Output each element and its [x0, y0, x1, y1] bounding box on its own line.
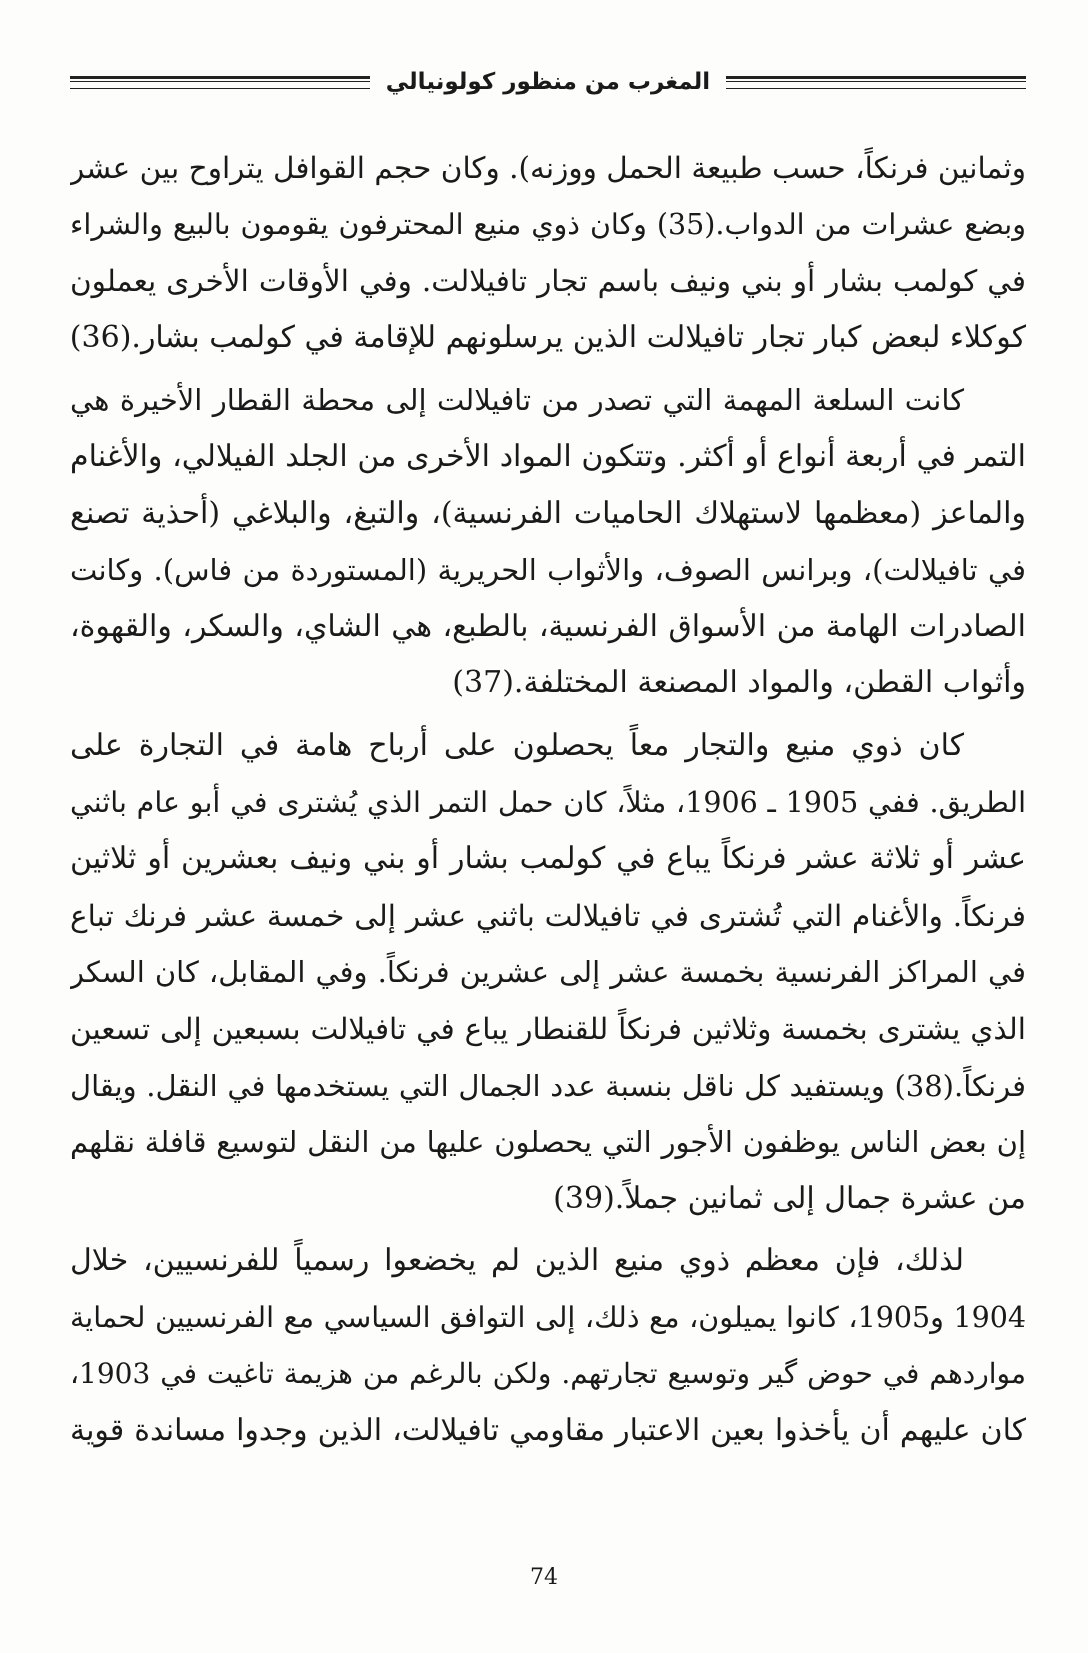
text-line: التمر في أربعة أنواع أو أكثر. وتتكون المواد الأخرى من الجلد الفيلالي، والأغنام	[70, 438, 1026, 474]
text-line: والماعز (معظمها لاستهلاك الحاميات الفرنسية)، والتبغ، والبلاغي (أحذية تصنع	[70, 495, 1026, 531]
text-line: كانت السلعة المهمة التي تصدر من تافيلالت إلى محطة القطار الأخيرة هي	[70, 383, 964, 418]
paragraph-1	[70, 140, 1026, 366]
text-line: من عشرة جمال إلى ثمانين جملاً.(39)	[553, 1180, 1026, 1216]
text-line: وثمانين فرنكاً، حسب طبيعة الحمل ووزنه). وكان حجم القوافل يتراوح بين عشر	[70, 151, 1026, 185]
text-line: الطريق. ففي 1905 ـ 1906، مثلاً، كان حمل التمر الذي يُشترى في أبو عام باثني	[70, 785, 1026, 819]
text-line: في كولمب بشار أو بني ونيف باسم تجار تافيلالت. وفي الأوقات الأخرى يعملون	[70, 264, 1026, 299]
running-header	[70, 60, 1026, 104]
running-header-title: المغرب من منظور كولونيالي	[385, 69, 711, 95]
text-line: فرنكاً. والأغنام التي تُشترى في تافيلالت باثني عشر إلى خمسة عشر فرنك تباع	[70, 898, 1026, 933]
text-line: وبضع عشرات من الدواب.(35) وكان ذوي منيع المحترفون يقومون بالبيع والشراء	[70, 207, 1026, 241]
paragraph-4	[70, 1233, 1026, 1459]
text-line: كان ذوي منيع والتجار معاً يحصلون على أرباح هامة في التجارة على	[70, 727, 964, 763]
text-line: فرنكاً.(38) ويستفيد كل ناقل بنسبة عدد الجمال التي يستخدمها في النقل. ويقال	[70, 1068, 1026, 1103]
text-line: في تافيلالت)، وبرانس الصوف، والأثواب الحريرية (المستوردة من فاس). وكانت	[70, 553, 1026, 588]
header-rule-left	[70, 76, 370, 89]
text-line: الذي يشترى بخمسة وثلاثين فرنكاً للقنطار يباع في تافيلالت بسبعين إلى تسعين	[70, 1011, 1026, 1046]
text-line: وأثواب القطن، والمواد المصنعة المختلفة.(37)	[452, 665, 1026, 701]
text-line: 1904 و1905، كانوا يميلون، مع ذلك، إلى التوافق السياسي مع الفرنسيين لحماية	[70, 1300, 1026, 1334]
paragraph-3	[70, 718, 1026, 1227]
text-line: مواردهم في حوض گير وتوسيع تجارتهم. ولكن بالرغم من هزيمة تاغيت في 1903،	[70, 1357, 1026, 1391]
text-line: كان عليهم أن يأخذوا بعين الاعتبار مقاومي تافيلالت، الذين وجدوا مساندة قوية	[70, 1413, 1026, 1449]
text-body	[70, 140, 1026, 1466]
text-line: عشر أو ثلاثة عشر فرنكاً يباع في كولمب بشار أو بني ونيف بعشرين أو ثلاثين	[70, 841, 1026, 877]
text-line: الصادرات الهامة من الأسواق الفرنسية، بالطبع، هي الشاي، والسكر، والقهوة،	[70, 608, 1026, 644]
text-line: كوكلاء لبعض كبار تجار تافيلالت الذين يرسلونهم للإقامة في كولمب بشار.(36)	[70, 319, 1026, 355]
header-rule-right	[726, 76, 1026, 89]
page-number: 74	[530, 1565, 558, 1590]
paragraph-2	[70, 372, 1026, 712]
text-line: لذلك، فإن معظم ذوي منيع الذين لم يخضعوا رسمياً للفرنسيين، خلال	[70, 1243, 964, 1279]
text-line: في المراكز الفرنسية بخمسة عشر إلى عشرين فرنكاً. وفي المقابل، كان السكر	[70, 955, 1026, 990]
text-line: إن بعض الناس يوظفون الأجور التي يحصلون عليها من النقل لتوسيع قافلة نقلهم	[70, 1125, 1026, 1160]
